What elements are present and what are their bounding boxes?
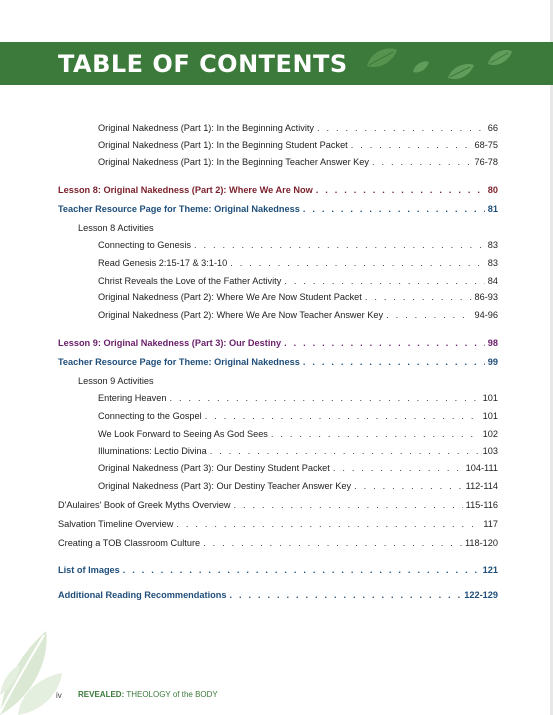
toc-entry-label: Teacher Resource Page for Theme: Original Nakedness [58,204,300,214]
toc-entry[interactable] [98,463,498,473]
toc-entry-label: Original Nakedness (Part 2): Where We Are Now Student Packet [98,292,362,302]
leader-dots [365,292,472,302]
toc-subheading: Lesson 8 Activities [78,223,154,233]
footer-page-number: iv [56,691,62,700]
toc-resource-heading[interactable] [58,590,498,600]
page-title: TABLE OF CONTENTS [58,50,348,78]
toc-lesson-heading[interactable] [58,185,498,195]
toc-entry-label: Salvation Timeline Overview [58,519,174,529]
toc-entry-page: 122-129 [464,590,498,600]
toc-entry-page: 101 [482,411,498,421]
toc-entry-page: 66 [487,123,498,133]
footer-brand-bold: REVEALED: [78,690,125,699]
toc-entry-page: 68-75 [474,140,498,150]
leader-dots [176,519,480,529]
toc-entry-label: Christ Reveals the Love of the Father Activity [98,276,282,286]
toc-entry-page: 83 [487,240,498,250]
toc-entry-label: Entering Heaven [98,393,167,403]
toc-entry-label: List of Images [58,565,120,575]
toc-entry[interactable] [98,123,498,133]
toc-entry[interactable] [98,276,498,286]
toc-entry-label: Original Nakedness (Part 1): In the Beginning Activity [98,123,315,133]
toc-entry-label: Lesson 9: Original Nakedness (Part 3): Our Destiny [58,338,282,348]
leader-dots [284,276,484,286]
toc-entry-label: Original Nakedness (Part 3): Our Destiny Student Packet [98,463,330,473]
toc-entry-page: 104-111 [465,463,498,473]
toc-entry[interactable] [58,500,498,510]
toc-entry-page: 102 [482,429,498,439]
leader-dots [316,185,485,195]
toc-entry-page: 117 [483,519,498,529]
leaf-corner-decoration-icon [0,625,70,715]
toc-entry-page: 115-116 [465,500,498,510]
leader-dots [234,500,463,510]
leader-dots [386,310,471,320]
toc-subheading: Lesson 9 Activities [78,376,154,386]
toc-entry-label: D'Aulaires' Book of Greek Myths Overview [58,500,231,510]
toc-entry[interactable] [98,258,498,268]
toc-entry-label: Additional Reading Recommendations [58,590,227,600]
toc-entry[interactable] [58,519,498,529]
toc-entry-label: Teacher Resource Page for Theme: Original Nakedness [58,357,300,367]
toc-entry[interactable] [98,481,498,491]
leader-dots [333,463,463,473]
toc-resource-heading[interactable] [58,565,498,575]
toc-entry-page: 99 [487,357,498,367]
toc-entry-label: Original Nakedness (Part 2): Where We Are Now Teacher Answer Key [98,310,384,320]
leader-dots [271,429,480,439]
toc-entry-page: 103 [482,446,498,456]
toc-entry[interactable] [98,292,498,302]
leader-dots [203,538,462,548]
toc-entry-label: Creating a TOB Classroom Culture [58,538,201,548]
toc-entry-label: Original Nakedness (Part 3): Our Destiny Teacher Answer Key [98,481,352,491]
footer-brand-rest: THEOLOGY of the BODY [124,690,218,699]
footer-brand [78,690,218,699]
toc-entry-page: 94-96 [474,310,498,320]
toc-entry-label: Lesson 8: Original Nakedness (Part 2): Where We Are Now [58,185,313,195]
toc-entry[interactable] [98,310,498,320]
toc-resource-heading[interactable] [58,204,498,214]
toc-entry[interactable] [58,538,498,548]
toc-entry-page: 81 [487,204,498,214]
toc-entry-label: Original Nakedness (Part 1): In the Beginning Student Packet [98,140,348,150]
toc-lesson-heading[interactable] [58,338,498,348]
toc-entry-page: 86-93 [474,292,498,302]
toc-entry[interactable] [98,393,498,403]
toc-entry[interactable] [98,411,498,421]
leader-dots [210,446,480,456]
leader-dots [123,565,480,575]
toc-entry-label: Illuminations: Lectio Divina [98,446,207,456]
leader-dots [303,357,485,367]
leader-dots [169,393,479,403]
leader-dots [317,123,485,133]
leader-dots [354,481,463,491]
toc-entry-page: 83 [487,258,498,268]
toc-entry[interactable] [98,157,498,167]
toc-entry-label: Read Genesis 2:15-17 & 3:1-10 [98,258,228,268]
toc-entry-label: We Look Forward to Seeing As God Sees [98,429,268,439]
leader-dots [205,411,480,421]
leader-dots [303,204,485,214]
toc-entry-page: 101 [482,393,498,403]
toc-entry-page: 112-114 [465,481,498,491]
toc-entry[interactable] [98,429,498,439]
toc-entry-label: Original Nakedness (Part 1): In the Beginning Teacher Answer Key [98,157,370,167]
toc-entry[interactable] [98,240,498,250]
toc-entry[interactable] [98,140,498,150]
toc-entry-label: Connecting to the Gospel [98,411,202,421]
toc-entry[interactable] [98,446,498,456]
toc-entry-page: 84 [487,276,498,286]
toc-entry-page: 121 [482,565,498,575]
toc-entry-label: Connecting to Genesis [98,240,191,250]
toc-entry-page: 98 [487,338,498,348]
leader-dots [230,258,485,268]
toc-entry-page: 118-120 [464,538,498,548]
toc-entry-page: 80 [487,185,498,195]
toc-entry-page: 76-78 [474,157,498,167]
toc-resource-heading[interactable] [58,357,498,367]
leader-dots [284,338,485,348]
leader-dots [351,140,472,150]
leader-dots [194,240,485,250]
leader-dots [372,157,471,167]
leader-dots [229,590,461,600]
